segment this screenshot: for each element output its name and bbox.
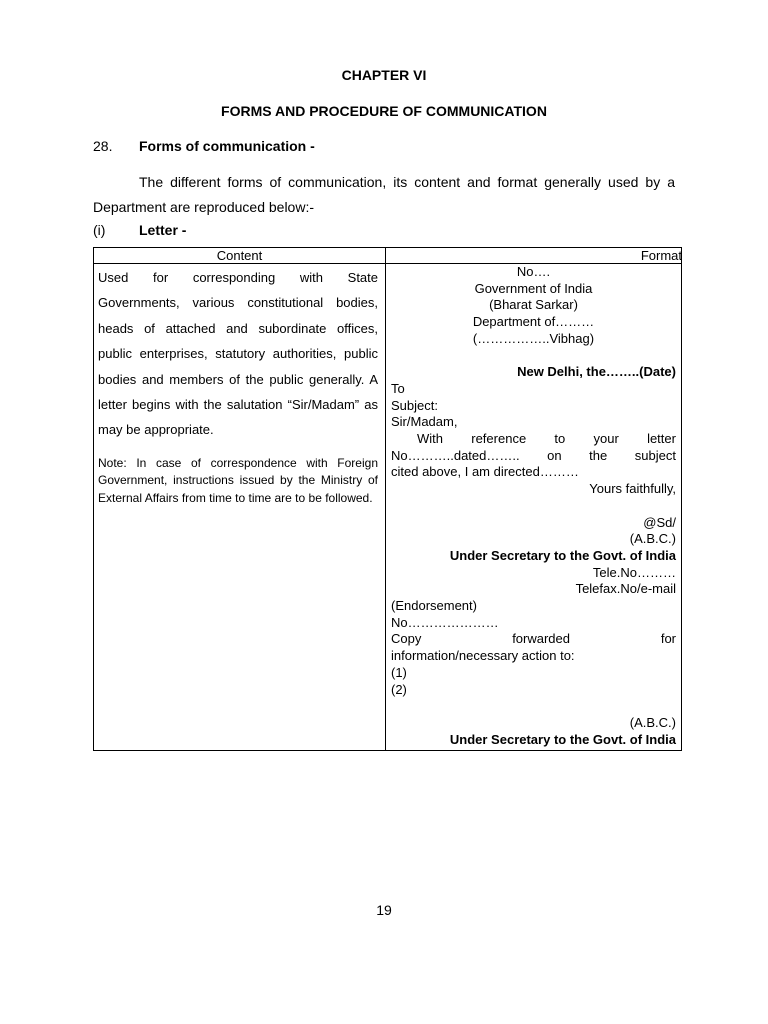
- letter-format-table: [93, 247, 682, 751]
- format-to: To: [391, 380, 405, 396]
- format-abc-1: (A.B.C.): [629, 531, 676, 547]
- subsection-heading: Letter -: [139, 222, 187, 238]
- format-designation-2: Under Secretary to the Govt. of India: [449, 731, 676, 747]
- column-divider: [385, 248, 386, 750]
- format-signature: @Sd/: [643, 514, 676, 530]
- section-number: 28.: [93, 138, 113, 154]
- format-bharat-sarkar: (Bharat Sarkar): [489, 297, 578, 313]
- format-copy-line-1: Copy forwarded for: [391, 631, 676, 647]
- format-subject: Subject:: [391, 397, 438, 413]
- content-note: Note: In case of correspondence with Foreign Government, instructions issued by the Ministry of External Affairs from time to time are to be followed.: [98, 455, 378, 505]
- format-letter-no: No….: [516, 264, 551, 279]
- format-item-2: (2): [391, 681, 407, 697]
- format-designation-1: Under Secretary to the Govt. of India: [449, 547, 676, 563]
- format-place-date: New Delhi, the……..(Date): [517, 364, 676, 380]
- format-telefax: Telefax.No/e-mail: [575, 581, 676, 597]
- format-body-line-1: With reference to your letter: [417, 431, 676, 447]
- chapter-subtitle: FORMS AND PROCEDURE OF COMMUNICATION: [221, 103, 547, 119]
- content-column-header: Content: [216, 248, 263, 263]
- format-endorsement-no: No…………………: [391, 614, 499, 630]
- format-column-header: Format: [640, 248, 682, 263]
- subsection-number: (i): [93, 222, 106, 238]
- format-copy-line-2: information/necessary action to:: [391, 648, 575, 664]
- format-government: Government of India: [474, 280, 593, 296]
- format-body-line-3: cited above, I am directed………: [391, 464, 579, 480]
- format-vibhag: (……………..Vibhag): [472, 330, 595, 346]
- format-body-line-2: No………..dated…….. on the subject: [391, 447, 676, 463]
- chapter-title: CHAPTER VI: [341, 67, 427, 83]
- format-department: Department of………: [472, 314, 595, 330]
- format-abc-2: (A.B.C.): [629, 714, 676, 730]
- content-cell: [98, 265, 378, 507]
- format-endorsement: (Endorsement): [391, 598, 477, 614]
- intro-paragraph: The different forms of communication, its content and format generally used by a Department are reproduced below:-: [93, 174, 675, 215]
- page-number: 19: [376, 902, 392, 918]
- format-item-1: (1): [391, 664, 407, 680]
- format-closing: Yours faithfully,: [589, 481, 676, 497]
- section-heading: Forms of communication -: [139, 138, 315, 154]
- format-tele: Tele.No………: [592, 564, 676, 580]
- format-salutation: Sir/Madam,: [391, 414, 458, 430]
- format-cell: [391, 264, 676, 748]
- content-description: Used for corresponding with State Governments, various constitutional bodies, heads of attached and subordinate offices, public enterprises, statutory authorities, public bodies and members of the public generally. A letter begins with the salutation “Sir/Madam” as may be appropriate.: [98, 270, 378, 438]
